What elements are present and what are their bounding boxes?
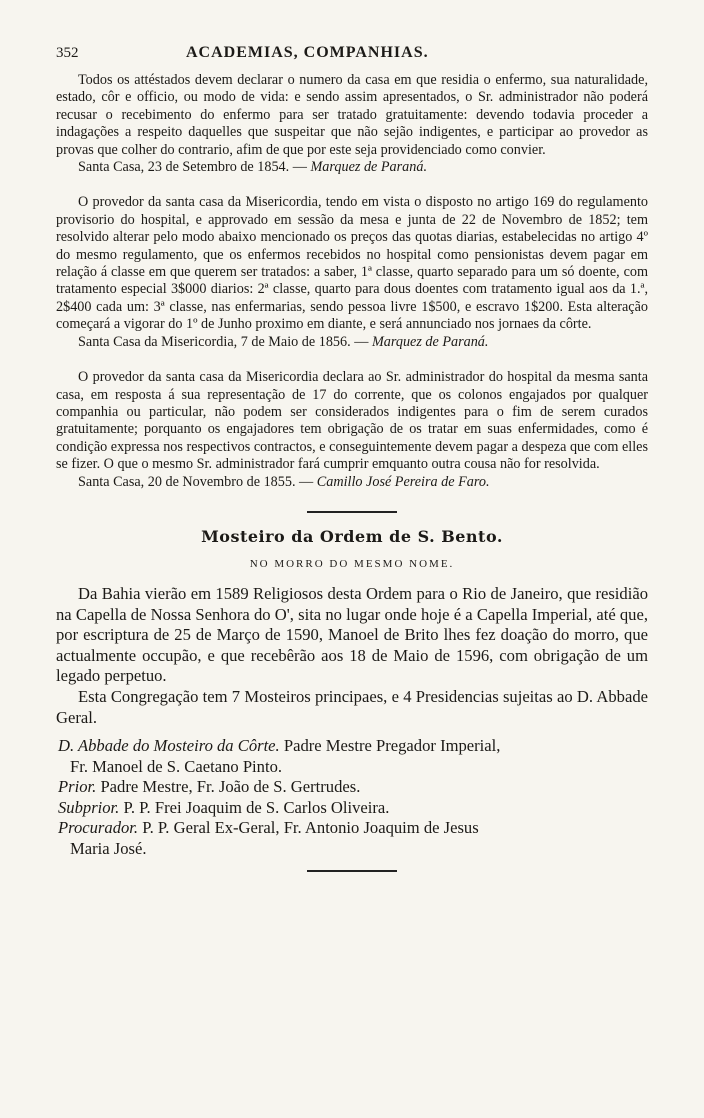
notice-signature: Marquez de Paraná. bbox=[310, 159, 427, 176]
staff-name-continued: Maria José. bbox=[70, 839, 147, 859]
divider-rule bbox=[307, 511, 397, 513]
section-body bbox=[56, 584, 648, 728]
staff-entry-procurator bbox=[56, 818, 648, 859]
staff-role: Procurador. bbox=[58, 818, 139, 838]
section-title: Mosteiro da Ordem de S. Bento. bbox=[201, 526, 503, 546]
divider-rule-bottom bbox=[307, 870, 397, 872]
staff-role: Subprior. bbox=[58, 797, 120, 817]
staff-entry-prior bbox=[56, 777, 648, 798]
page-number: 352 bbox=[56, 45, 79, 61]
staff-role: Prior. bbox=[58, 777, 97, 797]
section-paragraph: Da Bahia vierão em 1589 Religiosos desta Ordem para o Rio de Janeiro, que residião na Capella de Nossa Senhora do O', sita no lugar onde hoje é a Capella Imperial, até que, por escriptura de 25 de Março de 1590, Manoel de Brito lhes fez doação do morro, que actualmente occupão, e que recebêrão aos 18 de Maio de 1596, com obrigação de um legado perpetuo. bbox=[56, 583, 648, 686]
notice-text: Todos os attéstados devem declarar o numero da casa em que residia o enfermo, sua naturalidade, estado, côr e officio, ou modo de vida: e sendo assim apresentados, o Sr. administrador não poderá recusar o recebimento do enfermo para ser tratado gratuitamente: devendo todavia proceder a indagações a respeito daquelles que suspeitar que não sejão indigentes, e participar ao provedor as provas que colher do contrario, afim de que por este seja providenciado como convier. bbox=[56, 72, 648, 158]
notice-date: Santa Casa, 23 de Setembro de 1854. — bbox=[78, 159, 307, 176]
notice-2 bbox=[56, 194, 648, 351]
notice-text: O provedor da santa casa da Misericordia declara ao Sr. administrador do hospital da mesma santa casa, em resposta á sua representação de 17 do corrente, que os colonos engajados por qualquer companhia ou particular, não podem ser considerados indigentes para o fim de serem curados gratuitamente; porquanto os engajadores tem obrigação de os tratar em suas enfermidades, como é condição expressa nos respectivos contractos, e conseguintemente devem pagar a despeza que com elles se fizer. O que o mesmo Sr. administrador fará cumprir emquanto outra cousa não for resolvida. bbox=[56, 369, 648, 473]
staff-name: Padre Mestre Pregador Imperial, bbox=[283, 736, 501, 756]
staff-role: D. Abbade do Mosteiro da Côrte. bbox=[58, 736, 280, 756]
running-title: ACADEMIAS, COMPANHIAS. bbox=[186, 44, 429, 61]
notice-1 bbox=[56, 72, 648, 176]
notice-date: Santa Casa da Misericordia, 7 de Maio de 1856. — bbox=[78, 333, 369, 350]
notice-dateline bbox=[56, 159, 648, 176]
notice-3 bbox=[56, 369, 648, 491]
notice-dateline bbox=[56, 334, 648, 351]
notice-signature: Marquez de Paraná. bbox=[371, 333, 489, 350]
notice-date: Santa Casa, 20 de Novembro de 1855. — bbox=[78, 473, 314, 490]
staff-name-continued: Fr. Manoel de S. Caetano Pinto. bbox=[70, 756, 283, 776]
running-head bbox=[56, 44, 648, 66]
notice-signature: Camillo José Pereira de Faro. bbox=[316, 473, 490, 490]
notice-text: O provedor da santa casa da Misericordia, tendo em vista o disposto no artigo 169 do regulamento provisorio do hospital, e approvado em sessão da mesa e junta de 22 de Novembro de 1852; tem resolvido alterar pelo modo abaixo mencionado os preços das quotas diarias, estabelecidas no artigo 4º do mesmo regulamento, que os enfermos recebidos no hospital como pensionistas devem pagar em relação á classe em que querem ser tratados: a saber, 1ª classe, quarto separado para um só doente, com tratamento especial 3$000 diarios: 2ª classe, quarto para dous doentes com tratamento igual aos da 1.ª, 2$400 cada um: 3ª classe, nas enfermarias, sendo pessoa livre 1$500, e escravo 1$200. Esta alteração começará a vigorar do 1º de Junho proximo em diante, e será annunciado nos jornaes da côrte. bbox=[56, 194, 648, 333]
staff-list bbox=[56, 736, 648, 860]
section-paragraph: Esta Congregação tem 7 Mosteiros principaes, e 4 Presidencias sujeitas ao D. Abbade Geral. bbox=[56, 686, 648, 727]
section-subtitle: NO MORRO DO MESMO NOME. bbox=[249, 557, 455, 570]
staff-name: P. P. Geral Ex-Geral, Fr. Antonio Joaquim de Jesus bbox=[142, 818, 479, 838]
notice-dateline bbox=[56, 474, 648, 491]
staff-name: P. P. Frei Joaquim de S. Carlos Oliveira. bbox=[123, 797, 390, 817]
staff-entry-abbot bbox=[56, 736, 648, 777]
staff-name: Padre Mestre, Fr. João de S. Gertrudes. bbox=[100, 777, 361, 797]
staff-entry-subprior bbox=[56, 798, 648, 819]
